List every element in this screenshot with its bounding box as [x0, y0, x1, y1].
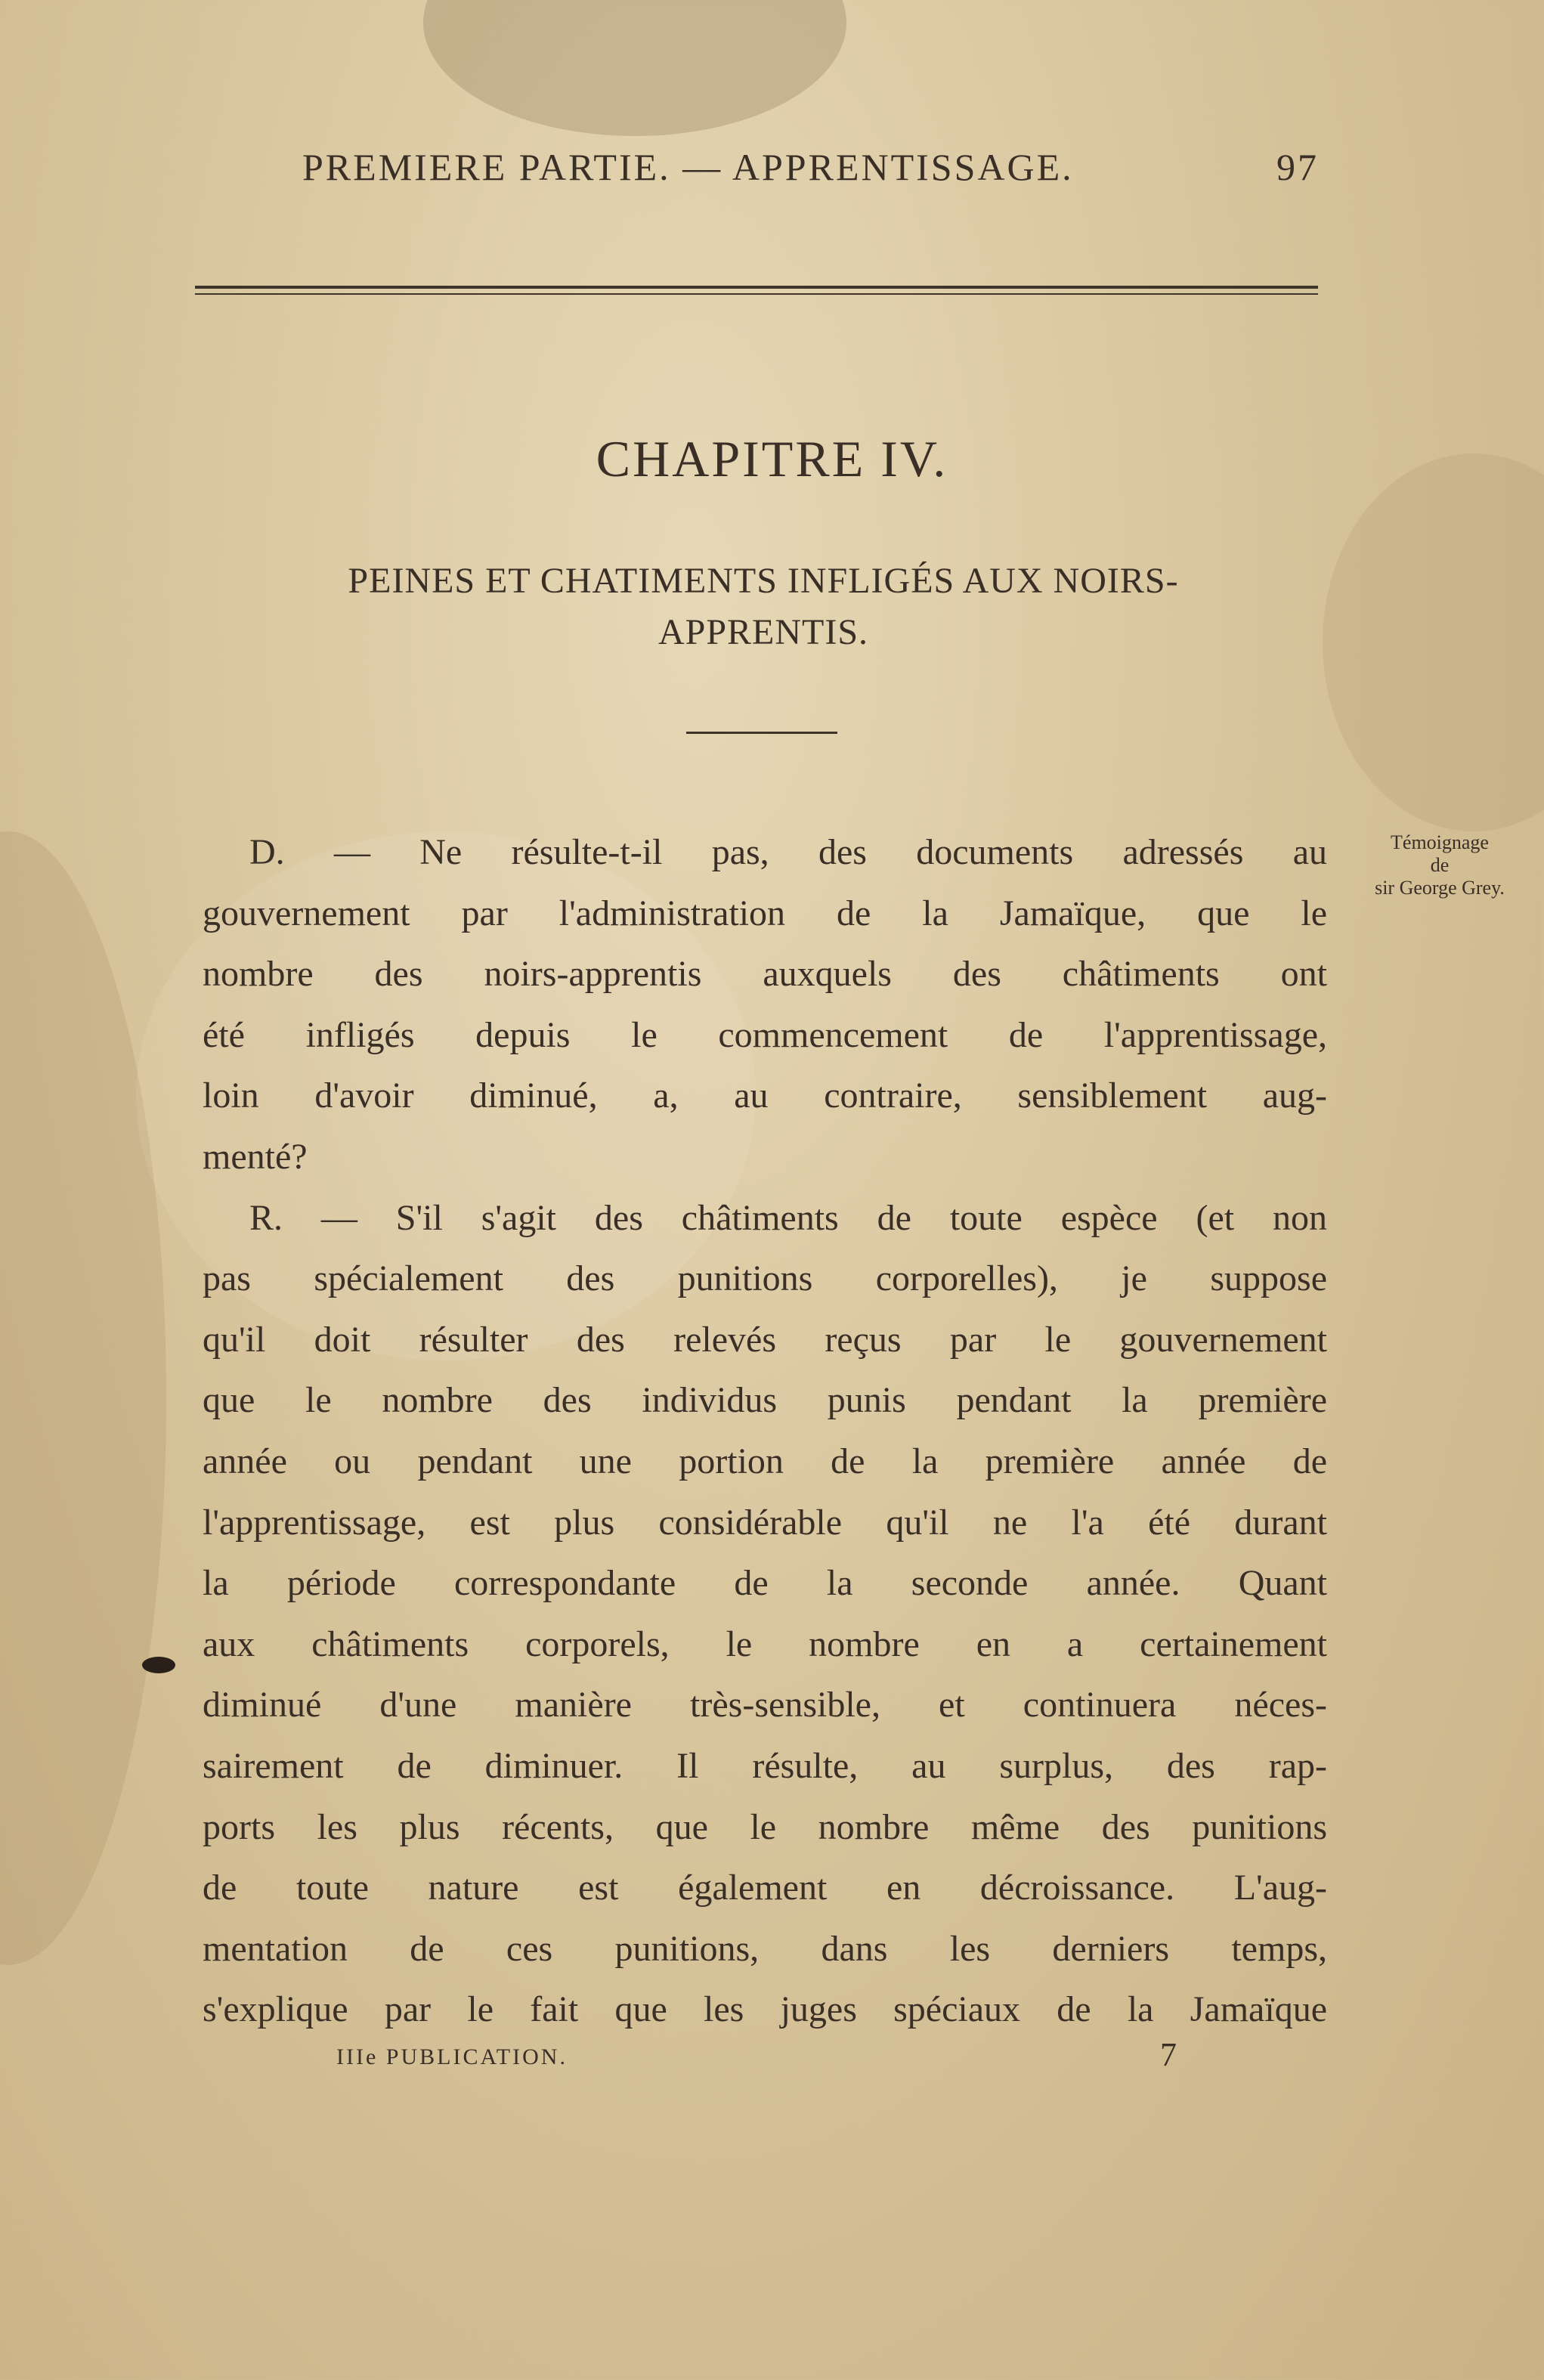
running-title: PREMIERE PARTIE. — APPRENTISSAGE.	[302, 146, 1074, 188]
chapter-subtitle-line-2: APPRENTIS.	[658, 612, 869, 652]
text-line: menté?	[203, 1136, 308, 1177]
text-line: que le nombre des individus punis pendant la première	[203, 1380, 1327, 1421]
text-line: aux châtiments corporels, le nombre en a certainement	[203, 1623, 1327, 1664]
text-line: mentation de ces punitions, dans les derniers temps,	[203, 1928, 1327, 1969]
text-line: été infligés depuis le commencement de l'apprentissage,	[203, 1014, 1327, 1055]
text-line: D. — Ne résulte-t-il pas, des documents adressés au	[249, 832, 1327, 872]
text-line: sairement de diminuer. Il résulte, au surplus, des rap-	[203, 1745, 1327, 1786]
text-line: l'apprentissage, est plus considérable qu'il ne l'a été durant	[203, 1502, 1327, 1543]
text-line: de toute nature est également en décroissance. L'aug-	[203, 1868, 1327, 1908]
margin-note-line-3: sir George Grey.	[1375, 877, 1505, 899]
header-double-rule	[195, 286, 1318, 295]
text-line: année ou pendant une portion de la première année de	[203, 1441, 1327, 1481]
ink-blot	[142, 1657, 175, 1673]
paper-stain	[1323, 453, 1544, 831]
section-rule	[686, 732, 837, 734]
chapter-title: CHAPITRE IV.	[596, 430, 948, 487]
text-line: loin d'avoir diminué, a, au contraire, sensiblement aug-	[203, 1075, 1327, 1116]
margin-note-line-2: de	[1430, 854, 1450, 876]
text-line: qu'il doit résulter des relevés reçus par le gouvernement	[203, 1319, 1327, 1360]
text-line: ports les plus récents, que le nombre même des punitions	[203, 1806, 1327, 1847]
text-line: nombre des noirs-apprentis auxquels des châtiments ont	[203, 954, 1327, 995]
margin-note-line-1: Témoignage	[1391, 831, 1489, 853]
body-text	[203, 822, 1327, 2041]
text-line: gouvernement par l'administration de la Jamaïque, que le	[203, 893, 1327, 933]
margin-note	[1341, 831, 1538, 899]
page-number: 97	[1276, 146, 1319, 188]
paper-stain	[0, 831, 166, 1965]
text-line: s'explique par le fait que les juges spéciaux de la Jamaïque	[203, 1989, 1327, 2030]
text-line: pas spécialement des punitions corporelles), je suppose	[203, 1258, 1327, 1299]
chapter-subtitle	[227, 556, 1300, 658]
sheet-number: 7	[1160, 2036, 1177, 2073]
page-footer	[336, 2036, 1183, 2073]
text-line: la période correspondante de la seconde année. Quant	[203, 1563, 1327, 1604]
text-line: R. — S'il s'agit des châtiments de toute espèce (et non	[249, 1197, 1327, 1238]
paper-stain	[423, 0, 846, 136]
chapter-subtitle-line-1: PEINES ET CHATIMENTS INFLIGÉS AUX NOIRS-	[348, 561, 1179, 601]
running-head	[302, 145, 1319, 189]
signature-mark: IIIe PUBLICATION.	[336, 2044, 568, 2069]
text-line: diminué d'une manière très-sensible, et continuera néces-	[203, 1685, 1327, 1725]
